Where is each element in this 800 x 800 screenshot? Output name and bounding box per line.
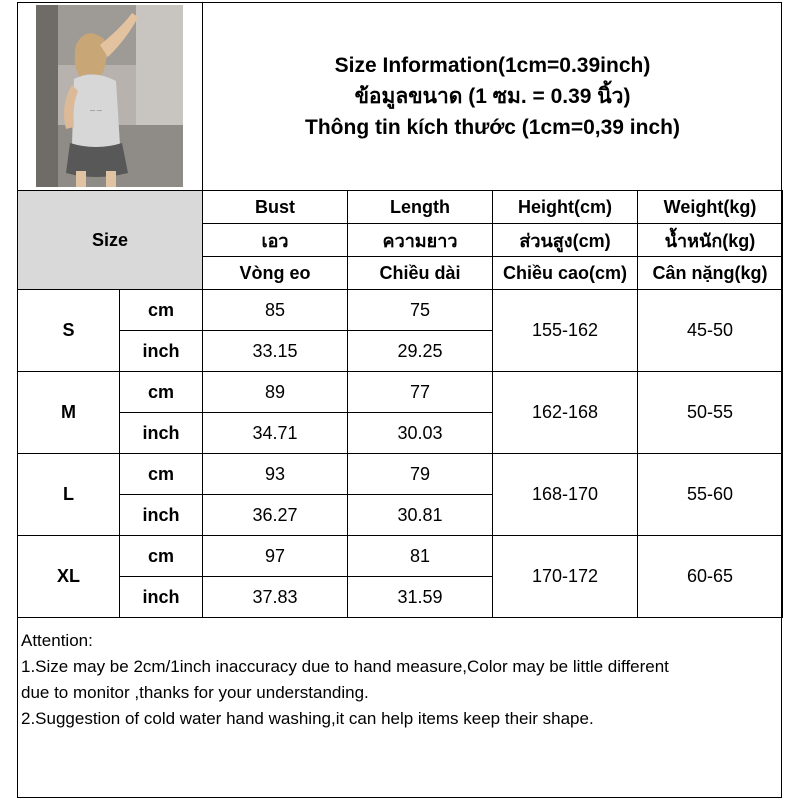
svg-text:~~: ~~ (89, 106, 103, 115)
size-header: Size (18, 191, 203, 290)
col-header-weight-th: น้ำหนัก(kg) (638, 224, 783, 257)
col-header-length-vi: Chiều dài (348, 257, 493, 290)
unit-cm: cm (120, 536, 203, 577)
bust-cm-l: 93 (203, 454, 348, 495)
weight-s: 45-50 (638, 290, 783, 372)
unit-cm: cm (120, 290, 203, 331)
weight-xl: 60-65 (638, 536, 783, 618)
col-header-bust-th: เอว (203, 224, 348, 257)
size-table (17, 190, 783, 618)
attention-notes (21, 628, 781, 732)
unit-cm: cm (120, 454, 203, 495)
col-header-height-en: Height(cm) (493, 191, 638, 224)
col-header-weight-vi: Cân nặng(kg) (638, 257, 783, 290)
length-cm-s: 75 (348, 290, 493, 331)
table-row (18, 290, 783, 331)
notes-line-1: 1.Size may be 2cm/1inch inaccuracy due to hand measure,Color may be little different (21, 657, 669, 676)
bust-cm-s: 85 (203, 290, 348, 331)
table-row (18, 536, 783, 577)
height-xl: 170-172 (493, 536, 638, 618)
col-header-bust-vi: Vòng eo (203, 257, 348, 290)
length-cm-l: 79 (348, 454, 493, 495)
unit-cm: cm (120, 372, 203, 413)
col-header-length-th: ความยาว (348, 224, 493, 257)
notes-line-2: due to monitor ,thanks for your understanding. (21, 683, 369, 702)
bust-inch-m: 34.71 (203, 413, 348, 454)
length-cm-xl: 81 (348, 536, 493, 577)
notes-title: Attention: (21, 631, 93, 650)
weight-l: 55-60 (638, 454, 783, 536)
length-inch-xl: 31.59 (348, 577, 493, 618)
notes-line-3: 2.Suggestion of cold water hand washing,it can help items keep their shape. (21, 709, 594, 728)
size-name-xl: XL (18, 536, 120, 618)
height-s: 155-162 (493, 290, 638, 372)
bust-cm-xl: 97 (203, 536, 348, 577)
height-l: 168-170 (493, 454, 638, 536)
height-m: 162-168 (493, 372, 638, 454)
bust-cm-m: 89 (203, 372, 348, 413)
bust-inch-l: 36.27 (203, 495, 348, 536)
unit-inch: inch (120, 495, 203, 536)
unit-inch: inch (120, 577, 203, 618)
col-header-bust-en: Bust (203, 191, 348, 224)
length-cm-m: 77 (348, 372, 493, 413)
title-vietnamese: Thông tin kích thước (1cm=0,39 inch) (305, 115, 680, 139)
length-inch-m: 30.03 (348, 413, 493, 454)
header-title (203, 2, 782, 190)
bust-inch-s: 33.15 (203, 331, 348, 372)
table-row (18, 372, 783, 413)
size-name-m: M (18, 372, 120, 454)
title-thai: ข้อมูลขนาด (1 ซม. = 0.39 นิ้ว) (354, 84, 631, 108)
col-header-length-en: Length (348, 191, 493, 224)
unit-inch: inch (120, 413, 203, 454)
unit-inch: inch (120, 331, 203, 372)
title-english: Size Information(1cm=0.39inch) (334, 53, 651, 77)
product-photo (36, 5, 183, 187)
length-inch-l: 30.81 (348, 495, 493, 536)
length-inch-s: 29.25 (348, 331, 493, 372)
weight-m: 50-55 (638, 372, 783, 454)
size-name-l: L (18, 454, 120, 536)
bust-inch-xl: 37.83 (203, 577, 348, 618)
size-name-s: S (18, 290, 120, 372)
col-header-height-th: ส่วนสูง(cm) (493, 224, 638, 257)
col-header-weight-en: Weight(kg) (638, 191, 783, 224)
col-header-height-vi: Chiều cao(cm) (493, 257, 638, 290)
table-row (18, 454, 783, 495)
